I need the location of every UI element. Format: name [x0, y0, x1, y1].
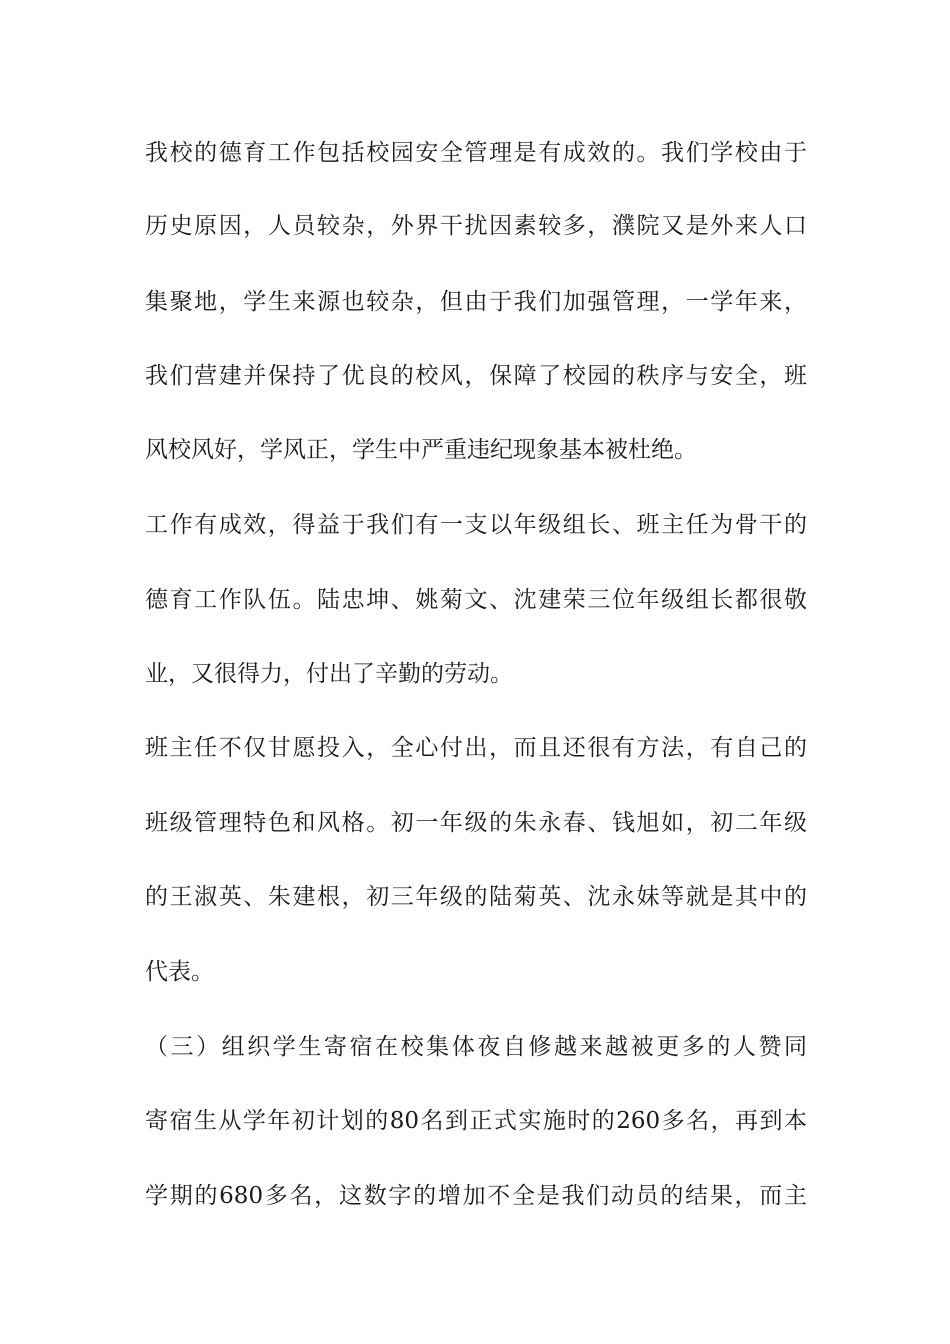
paragraph-line: 工作有成效，得益于我们有一支以年级组长、班主任为骨干的	[145, 512, 807, 538]
paragraph-line: 的王淑英、朱建根，初三年级的陆菊英、沈永妹等就是其中的	[145, 884, 807, 910]
paragraph-line: 我校的德育工作包括校园安全管理是有成效的。我们学校由于	[145, 140, 807, 166]
paragraph-line: 集聚地，学生来源也较杂，但由于我们加强管理，一学年来，	[145, 289, 807, 315]
paragraph-line: 班主任不仅甘愿投入，全心付出，而且还很有方法，有自己的	[145, 735, 807, 761]
paragraph-line: 寄宿生从学年初计划的80名到正式实施时的260多名，再到本	[145, 1108, 807, 1134]
paragraph-line: 风校风好，学风正，学生中严重违纪现象基本被杜绝。	[145, 437, 697, 463]
paragraph-line: 我们营建并保持了优良的校风，保障了校园的秩序与安全，班	[145, 363, 807, 389]
paragraph-line: 德育工作队伍。陆忠坤、姚菊文、沈建荣三位年级组长都很敬	[145, 587, 807, 613]
paragraph-line: 班级管理特色和风格。初一年级的朱永春、钱旭如，初二年级	[145, 810, 807, 836]
paragraph-line: 历史原因，人员较杂，外界干扰因素较多，濮院又是外来人口	[145, 213, 807, 239]
paragraph-line: 业，又很得力，付出了辛勤的劳动。	[145, 661, 513, 687]
paragraph-line: 学期的680多名，这数字的增加不全是我们动员的结果，而主	[145, 1183, 807, 1209]
section-heading: （三）组织学生寄宿在校集体夜自修越来越被更多的人赞同	[145, 1034, 807, 1060]
paragraph-line: 代表。	[145, 959, 214, 985]
